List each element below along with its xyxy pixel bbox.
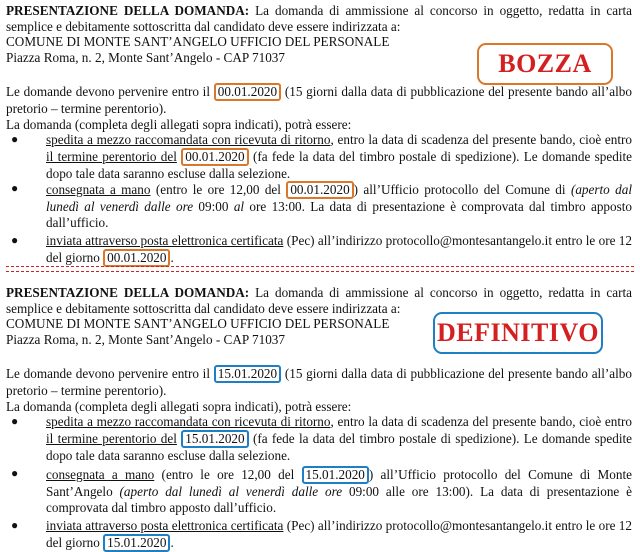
draft-date-highlight: 00.01.2020 [103,249,170,267]
draft-stamp: BOZZA [477,43,613,85]
final-address-line: Piazza Roma, n. 2, Monte Sant’Angelo - CAP 71037 [6,331,285,347]
final-intro: PRESENTAZIONE DELLA DOMANDA: La domanda di ammissione al concorso in oggetto, redatta in carta semplice e debitamente sottoscritta dal candidato deve essere indirizzata a: [6,285,632,316]
bullet-icon: ● [11,414,19,428]
final-office-line: COMUNE DI MONTE SANT’ANGELO UFFICIO DEL PERSONALE [6,316,390,331]
bullet-icon: ● [11,181,19,195]
final-date-highlight: 15.01.2020 [181,430,248,448]
draft-address-line: Piazza Roma, n. 2, Monte Sant’Angelo - CAP 71037 [6,49,285,65]
bullet-icon: ● [11,466,19,480]
final-deadline: Le domande devono pervenire entro il 15.01.2020 (15 giorni dalla data di pubblicazione del presente bando all’albo pretorio – termine perentorio). [6,366,632,398]
final-date-highlight: 15.01.2020 [302,466,369,484]
draft-heading: PRESENTAZIONE DELLA DOMANDA: [6,3,250,18]
final-stamp: DEFINITIVO [433,312,603,354]
final-modes-intro: La domanda (completa degli allegati sopra indicati), potrà essere: [6,398,352,414]
draft-date-highlight: 00.01.2020 [181,148,248,166]
final-date-highlight: 15.01.2020 [214,365,281,383]
draft-mode-mail: ● spedita a mezzo raccomandata con ricevuta di ritorno, entro la data di scadenza del presente bando, cioè entro il termine perentorio del 00.01.2020 (fa fede la data del timbro postale di spedizione). Le domande spedite dopo tale data saranno escluse dalla selezione. [11,132,632,181]
draft-modes-intro: La domanda (completa degli allegati sopra indicati), potrà essere: [6,116,352,132]
draft-date-highlight: 00.01.2020 [286,181,353,199]
final-mode-pec: ● inviata attraverso posta elettronica certificata (Pec) all’indirizzo protocollo@montesantangelo.it entro le ore 12 del giorno 15.01.2020 . [11,518,632,550]
bullet-icon: ● [11,518,19,532]
draft-office-line: COMUNE DI MONTE SANT’ANGELO UFFICIO DEL PERSONALE [6,34,390,49]
final-mode-mail: ● spedita a mezzo raccomandata con ricevuta di ritorno, entro la data di scadenza del presente bando, cioè entro il termine perentorio del 15.01.2020 (fa fede la data del timbro postale di spedizione). Le domande spedite dopo tale data saranno escluse dalla selezione. [11,414,632,463]
bullet-icon: ● [11,132,19,146]
section-divider [6,266,634,272]
draft-mode-hand: ● consegnata a mano (entro le ore 12,00 del 00.01.2020 ) all’Ufficio protocollo del Comune di (aperto dal lunedì al venerdì dalle ore 09:00 al ore 13:00. La data di presentazione è comprovata dal timbro apposto dall’ufficio. [11,181,632,230]
draft-date-highlight: 00.01.2020 [214,83,281,101]
final-heading: PRESENTAZIONE DELLA DOMANDA: [6,285,250,300]
draft-deadline: Le domande devono pervenire entro il 00.01.2020 (15 giorni dalla data di pubblicazione del presente bando all’albo pretorio – termine perentorio). [6,84,632,116]
draft-mode-pec: ● inviata attraverso posta elettronica certificata (Pec) all’indirizzo protocollo@montesantangelo.it entro le ore 12 del giorno 00.01.2020 . [11,233,632,265]
final-date-highlight: 15.01.2020 [103,534,170,552]
bullet-icon: ● [11,233,19,247]
draft-intro: PRESENTAZIONE DELLA DOMANDA: La domanda di ammissione al concorso in oggetto, redatta in carta semplice e debitamente sottoscritta dal candidato deve essere indirizzata a: [6,3,632,34]
final-mode-hand: ● consegnata a mano (entro le ore 12,00 del 15.01.2020 ) all’Ufficio protocollo del Comune di Monte Sant’Angelo (aperto dal lunedì al venerdì dalle ore 09:00 alle ore 13:00). La data di presentazione è comprovata dal timbro apposto dall’ufficio. [11,466,633,515]
